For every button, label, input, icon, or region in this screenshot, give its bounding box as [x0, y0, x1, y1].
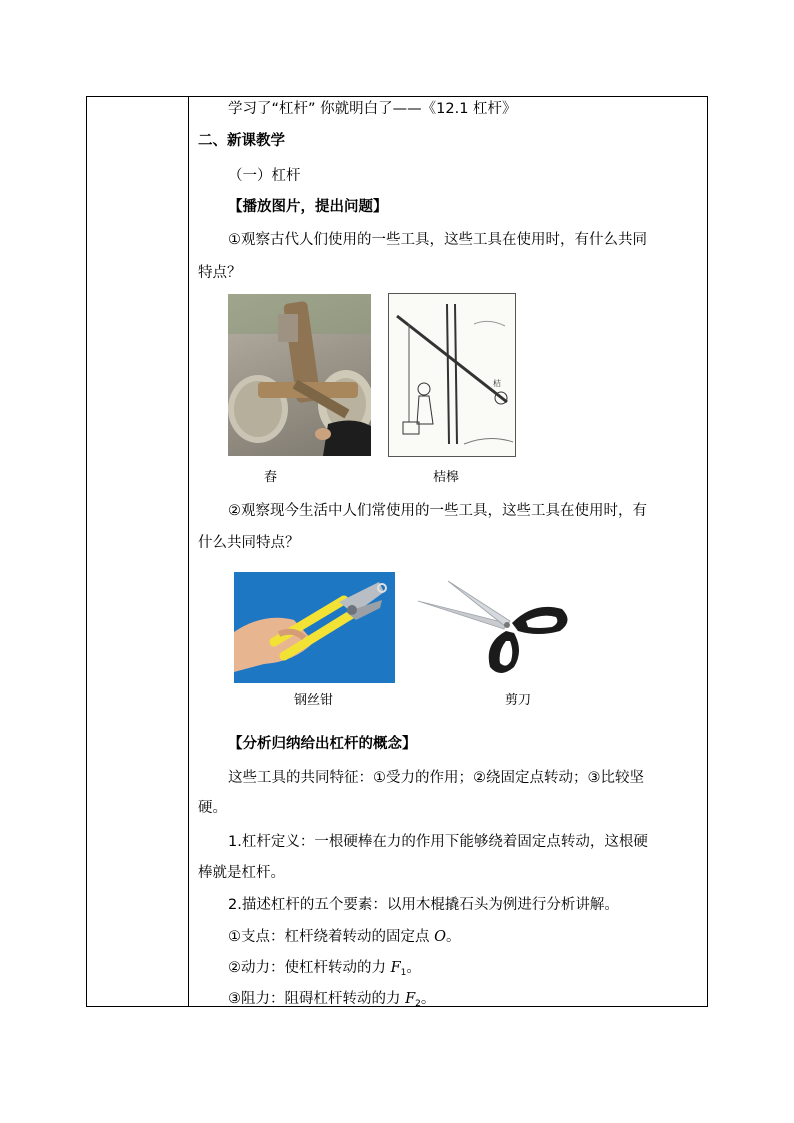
resistance-symbol: F — [405, 991, 416, 1007]
section-heading: 二、新课教学 — [198, 133, 285, 149]
effort-line — [228, 958, 421, 983]
scissors-illustration — [414, 571, 574, 683]
resistance-line — [228, 989, 435, 1014]
resistance-subscript: 2 — [415, 999, 421, 1009]
mortar-photo — [228, 294, 371, 456]
intro-line: 学习了“杠杆” 你就明白了——《12.1 杠杆》 — [228, 101, 517, 117]
effort-symbol: F — [390, 960, 401, 976]
effort-end: 。 — [406, 960, 421, 976]
effort-subscript: 1 — [400, 968, 407, 978]
lesson-table — [86, 96, 708, 1007]
effort-text: ②动力：使杠杆转动的力 — [228, 960, 391, 976]
svg-text:桔: 桔 — [493, 379, 501, 388]
question-1-line-1: ①观察古代人们使用的一些工具，这些工具在使用时，有什么共同 — [228, 232, 647, 248]
definition-line-2: 棒就是杠杆。 — [198, 865, 285, 881]
definition-line-1: 1.杠杆定义：一根硬棒在力的作用下能够绕着固定点转动，这根硬 — [228, 834, 648, 850]
five-elements-line: 2.描述杠杆的五个要素：以用木棍撬石头为例进行分析讲解。 — [228, 897, 619, 913]
resistance-text: ③阻力：阻碍杠杆转动的力 — [228, 991, 406, 1007]
scissors-caption: 剪刀 — [505, 693, 532, 708]
well-sweep-drawing — [388, 293, 516, 457]
pliers-photo — [234, 572, 395, 683]
pliers-caption: 钢丝钳 — [294, 693, 334, 708]
fulcrum-text: ①支点：杠杆绕着转动的固定点 — [228, 929, 435, 945]
resistance-end: 。 — [420, 991, 436, 1007]
mortar-illustration — [228, 294, 371, 456]
pliers-illustration — [234, 572, 395, 683]
table-column-divider — [188, 97, 189, 1006]
subsection-heading: （一）杠杆 — [228, 168, 301, 184]
well-sweep-illustration — [389, 294, 515, 456]
scissors-photo — [414, 571, 574, 683]
features-line-1: 这些工具的共同特征：①受力的作用；②绕固定点转动；③比较坚 — [228, 770, 644, 786]
bracket-heading-concept: 【分析归纳给出杠杆的概念】 — [228, 736, 417, 752]
bracket-heading-pictures: 【播放图片，提出问题】 — [228, 199, 388, 215]
mortar-caption: 舂 — [264, 470, 278, 485]
fulcrum-end: 。 — [446, 929, 461, 945]
question-2-line-2: 什么共同特点？ — [198, 535, 300, 551]
question-1-line-2: 特点？ — [198, 265, 242, 281]
well-sweep-caption: 桔槔 — [433, 470, 460, 485]
fulcrum-symbol: O — [434, 929, 446, 945]
fulcrum-line — [228, 927, 461, 947]
question-2-line-1: ②观察现今生活中人们常使用的一些工具，这些工具在使用时，有 — [228, 503, 647, 519]
features-line-2: 硬。 — [198, 800, 227, 816]
